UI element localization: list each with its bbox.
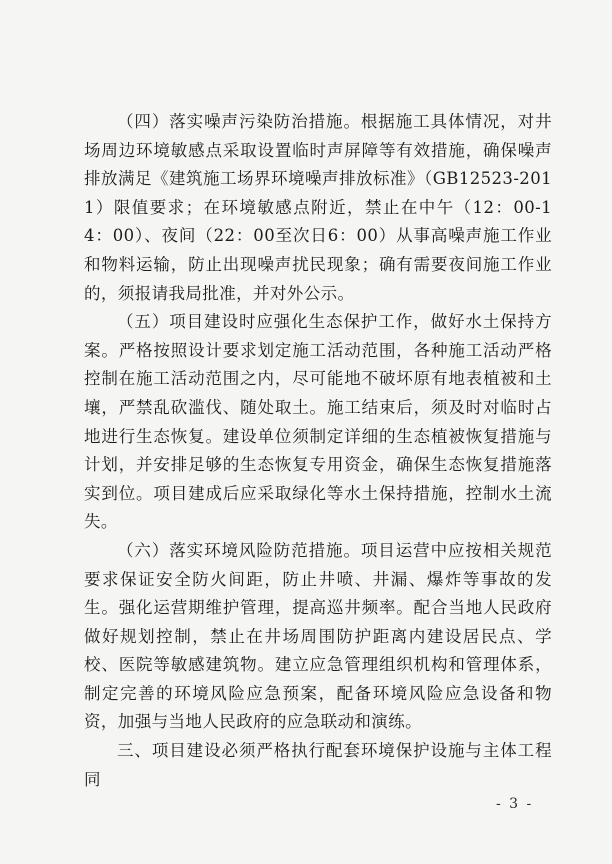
document-body (84, 108, 552, 794)
paragraph-risk-prevention: （六）落实环境风险防范措施。项目运营中应按相关规范要求保证安全防火间距，防止井喷、井漏、爆炸等事故的发生。强化运营期维护管理，提高巡井频率。配合当地人民政府做好规划控制，禁止在井场周围防护距离内建设居民点、学校、医院等敏感建筑物。建立应急管理组织机构和管理体系，制定完善的环境风险应急预案，配备环境风险应急设备和物资，加强与当地人民政府的应急联动和演练。 (84, 540, 552, 732)
paragraph-noise-control: （四）落实噪声污染防治措施。根据施工具体情况，对井场周边环境敏感点采取设置临时声屏障等有效措施，确保噪声排放满足《建筑施工场界环境噪声排放标准》（GB12523-2011）限值要求；在环境敏感点附近，禁止在中午（12：00-14：00）、夜间（22：00至次日6：00）从事高噪声施工作业和物料运输，防止出现噪声扰民现象；确有需要夜间施工作业的，须报请我局批准，并对外公示。 (84, 112, 552, 303)
paragraph-section-three: 三、项目建设必须严格执行配套环境保护设施与主体工程同 (84, 741, 552, 789)
page-number: - 3 - (496, 796, 534, 812)
paragraph-ecological-protection: （五）项目建设时应强化生态保护工作，做好水土保持方案。严格按照设计要求划定施工活动范围，各种施工活动严格控制在施工活动范围之内，尽可能地不破坏原有地表植被和土壤，严禁乱砍滥伐、随处取土。施工结束后，须及时对临时占地进行生态恢复。建设单位须制定详细的生态植被恢复措施与计划，并安排足够的生态恢复专用资金，确保生态恢复措施落实到位。项目建成后应采取绿化等水土保持措施，控制水土流失。 (84, 312, 552, 532)
